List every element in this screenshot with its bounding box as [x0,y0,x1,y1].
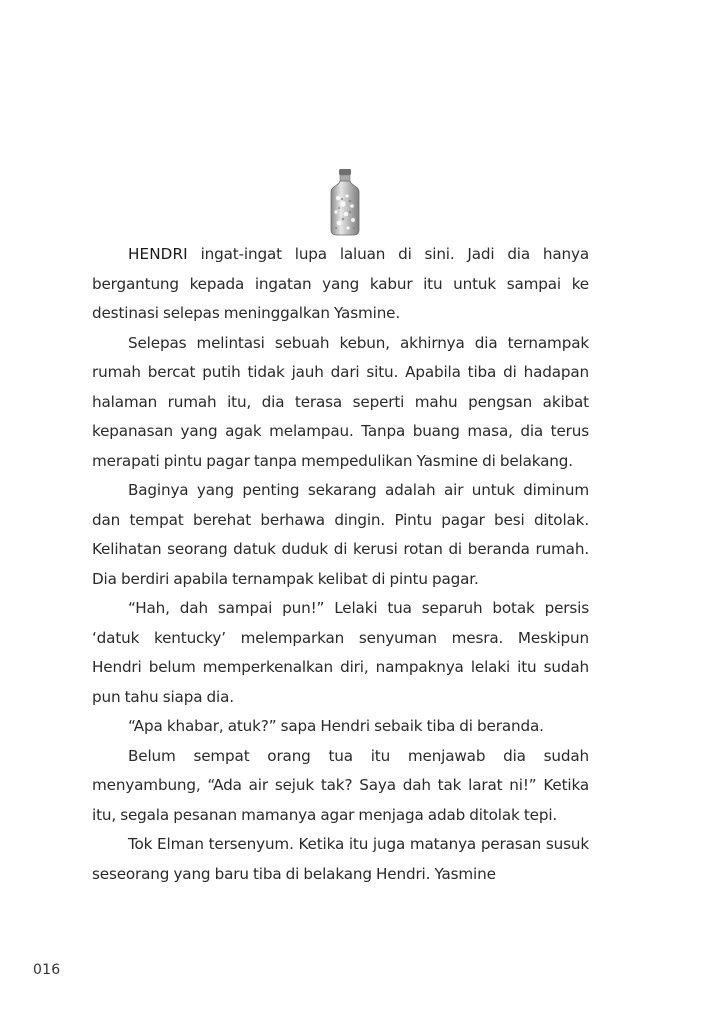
paragraph: “Apa khabar, atuk?” sapa Hendri sebaik tiba di beranda. [128,717,544,735]
page-body [92,240,589,889]
bottle-icon [325,168,365,236]
paragraph-text: ingat-ingat lupa laluan di sini. Jadi dia hanya bergantung kepada ingatan yang kabur itu untuk sampai ke destinasi selepas meninggalkan Yasmine. [92,245,589,322]
paragraph [92,240,589,329]
paragraph: Belum sempat orang tua itu menjawab dia sudah menyambung, “Ada air sejuk tak? Saya dah tak larat ni!” Ketika itu, segala pesanan mamanya agar menjaga adab ditolak tepi. [92,746,589,824]
chapter-lead-word: HENDRI [128,245,188,263]
paragraph: Tok Elman tersenyum. Ketika itu juga matanya perasan susuk seseorang yang baru tiba di belakang Hendri. Yasmine [92,835,589,883]
paragraph: “Hah, dah sampai pun!” Lelaki tua separuh botak persis ‘datuk kentucky’ melemparkan senyuman mesra. Meskipun Hendri belum memperkenalkan diri, nampaknya lelaki itu sudah pun tahu siapa dia. [92,599,589,706]
page-number: 016 [33,962,61,978]
paragraph: Selepas melintasi sebuah kebun, akhirnya dia ternampak rumah bercat putih tidak jauh dari situ. Apabila tiba di hadapan halaman rumah itu, dia terasa seperti mahu pengsan akibat kepanasan yang agak melampau. Tanpa buang masa, dia terus merapati pintu pagar tanpa mempedulikan Yasmine di belakang. [92,333,589,470]
paragraph: Baginya yang penting sekarang adalah air untuk diminum dan tempat berehat berhawa dingin. Pintu pagar besi ditolak. Kelihatan seorang datuk duduk di kerusi rotan di beranda rumah. Dia berdiri apabila ternampak kelibat di pintu pagar. [92,481,589,588]
